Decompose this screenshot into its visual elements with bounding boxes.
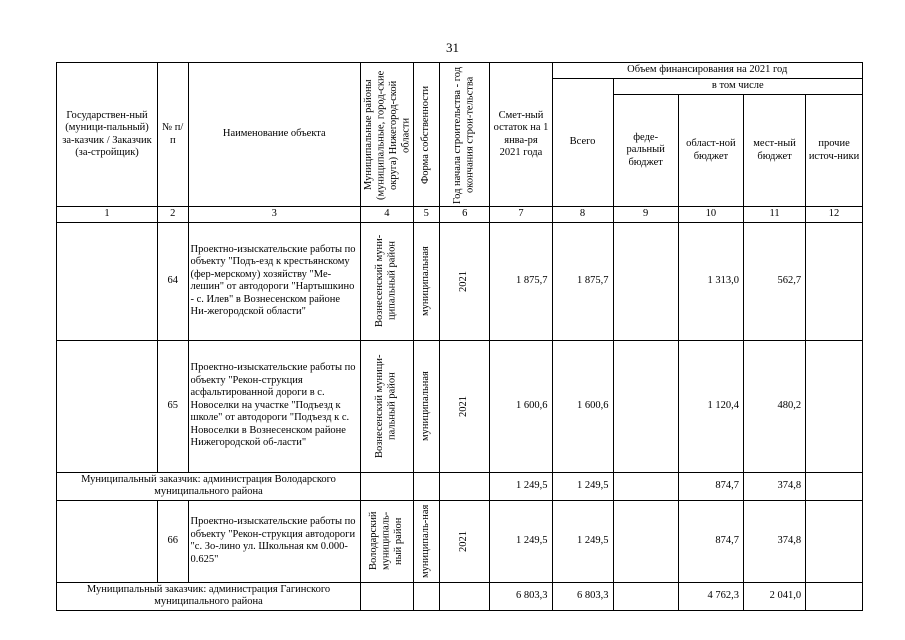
subtotal-balance: 1 249,5 (490, 472, 552, 500)
row-year (439, 222, 490, 340)
row-customer (57, 340, 158, 472)
row-other (806, 340, 863, 472)
row-year (439, 340, 490, 472)
column-number: 6 (439, 207, 490, 223)
row-year-text: 2021 (458, 395, 470, 417)
row-balance: 1 600,6 (490, 340, 552, 472)
funding-table (56, 62, 863, 611)
row-ownership-text: муниципаль-ная (420, 504, 432, 578)
row-federal (613, 340, 678, 472)
header-local: мест-ный бюджет (744, 95, 806, 207)
empty-cell (439, 472, 490, 500)
row-federal (613, 500, 678, 582)
subtotal-other (806, 472, 863, 500)
row-district (361, 500, 414, 582)
header-ownership-text: Форма собственности (420, 85, 432, 184)
row-customer (57, 500, 158, 582)
header-num: № п/п (158, 63, 189, 207)
column-number: 11 (744, 207, 806, 223)
subtotal-regional: 874,7 (678, 472, 743, 500)
row-regional: 1 313,0 (678, 222, 743, 340)
table-row (57, 340, 863, 472)
subtotal-balance: 6 803,3 (490, 582, 552, 610)
subtotal-federal (613, 582, 678, 610)
empty-cell (413, 582, 439, 610)
row-ownership (413, 340, 439, 472)
row-district-text: Володарский муниципаль-ный район (368, 511, 405, 571)
row-object-name: Проектно-изыскательские работы по объекту "Рекон-струкция автодороги "с. Зо-лино ул. Школьная км 0.000-0.625" (188, 500, 361, 582)
column-number: 3 (188, 207, 361, 223)
row-ownership-text: муниципальная (420, 371, 432, 441)
column-number: 2 (158, 207, 189, 223)
column-number: 10 (678, 207, 743, 223)
row-num: 65 (158, 340, 189, 472)
row-total: 1 249,5 (552, 500, 613, 582)
column-number: 12 (806, 207, 863, 223)
row-local: 374,8 (744, 500, 806, 582)
row-district-text: Вознесенский муници-пальный район (374, 354, 398, 458)
row-other (806, 500, 863, 582)
row-district-text: Вознесенский муни-ципальный район (374, 234, 398, 328)
row-object-name: Проектно-изыскательские работы по объекту "Подъ-езд к крестьянскому (фер-мерскому) хозяйству "Ме-лешин" от автодороги "Нартышкино - с. Илев" в Вознесенском районе Ни-жегородской области" (188, 222, 361, 340)
row-district (361, 340, 414, 472)
row-object-name: Проектно-изыскательские работы по объекту "Рекон-струкция асфальтированной дороги в с. Новоселки на участке "Подъезд к школе" от автодороги "Подъезд к с. Новоселки в Вознесенском районе Нижегородской об-ласти" (188, 340, 361, 472)
row-year-text: 2021 (458, 530, 470, 552)
row-ownership (413, 222, 439, 340)
header-object-name: Наименование объекта (188, 63, 361, 207)
column-number: 8 (552, 207, 613, 223)
row-federal (613, 222, 678, 340)
subtotal-federal (613, 472, 678, 500)
column-number: 9 (613, 207, 678, 223)
empty-cell (413, 472, 439, 500)
row-local: 562,7 (744, 222, 806, 340)
row-balance: 1 875,7 (490, 222, 552, 340)
header-including: в том числе (613, 79, 862, 95)
column-number: 5 (413, 207, 439, 223)
header-districts (361, 63, 414, 207)
row-regional: 874,7 (678, 500, 743, 582)
subtotal-label: Муниципальный заказчик: администрация Володарского муниципального района (57, 472, 361, 500)
row-regional: 1 120,4 (678, 340, 743, 472)
subtotal-row (57, 582, 863, 610)
header-regional: област-ной бюджет (678, 95, 743, 207)
table-row (57, 222, 863, 340)
column-number: 7 (490, 207, 552, 223)
header-funding-group: Объем финансирования на 2021 год (552, 63, 862, 79)
row-num: 66 (158, 500, 189, 582)
subtotal-total: 1 249,5 (552, 472, 613, 500)
subtotal-label: Муниципальный заказчик: администрация Гагинского муниципального района (57, 582, 361, 610)
column-number: 4 (361, 207, 414, 223)
row-local: 480,2 (744, 340, 806, 472)
column-number-row (57, 207, 863, 223)
row-district (361, 222, 414, 340)
subtotal-total: 6 803,3 (552, 582, 613, 610)
header-districts-text: Муниципальные районы (муниципальные, город-ские округа) Нижегород-ской области (363, 69, 412, 200)
header-customer: Государствен-ный (муници-пальный) за-казчик / Заказчик (за-стройщик) (57, 63, 158, 207)
header-total: Всего (552, 79, 613, 207)
subtotal-local: 2 041,0 (744, 582, 806, 610)
subtotal-row (57, 472, 863, 500)
row-ownership-text: муниципальная (420, 246, 432, 316)
subtotal-local: 374,8 (744, 472, 806, 500)
empty-cell (361, 472, 414, 500)
header-federal: феде-ральный бюджет (613, 95, 678, 207)
row-customer (57, 222, 158, 340)
page-number: 31 (446, 40, 459, 55)
empty-cell (361, 582, 414, 610)
subtotal-regional: 4 762,3 (678, 582, 743, 610)
row-ownership (413, 500, 439, 582)
row-year (439, 500, 490, 582)
column-number: 1 (57, 207, 158, 223)
row-year-text: 2021 (458, 270, 470, 292)
header-years-text: Год начала строительства - год окончания строи-тельства (452, 65, 476, 204)
row-total: 1 875,7 (552, 222, 613, 340)
table-row (57, 500, 863, 582)
row-balance: 1 249,5 (490, 500, 552, 582)
subtotal-other (806, 582, 863, 610)
row-other (806, 222, 863, 340)
header-ownership (413, 63, 439, 207)
header-other: прочие источ-ники (806, 95, 863, 207)
empty-cell (439, 582, 490, 610)
row-num: 64 (158, 222, 189, 340)
header-years (439, 63, 490, 207)
header-estimated-balance: Смет-ный остаток на 1 янва-ря 2021 года (490, 63, 552, 207)
row-total: 1 600,6 (552, 340, 613, 472)
